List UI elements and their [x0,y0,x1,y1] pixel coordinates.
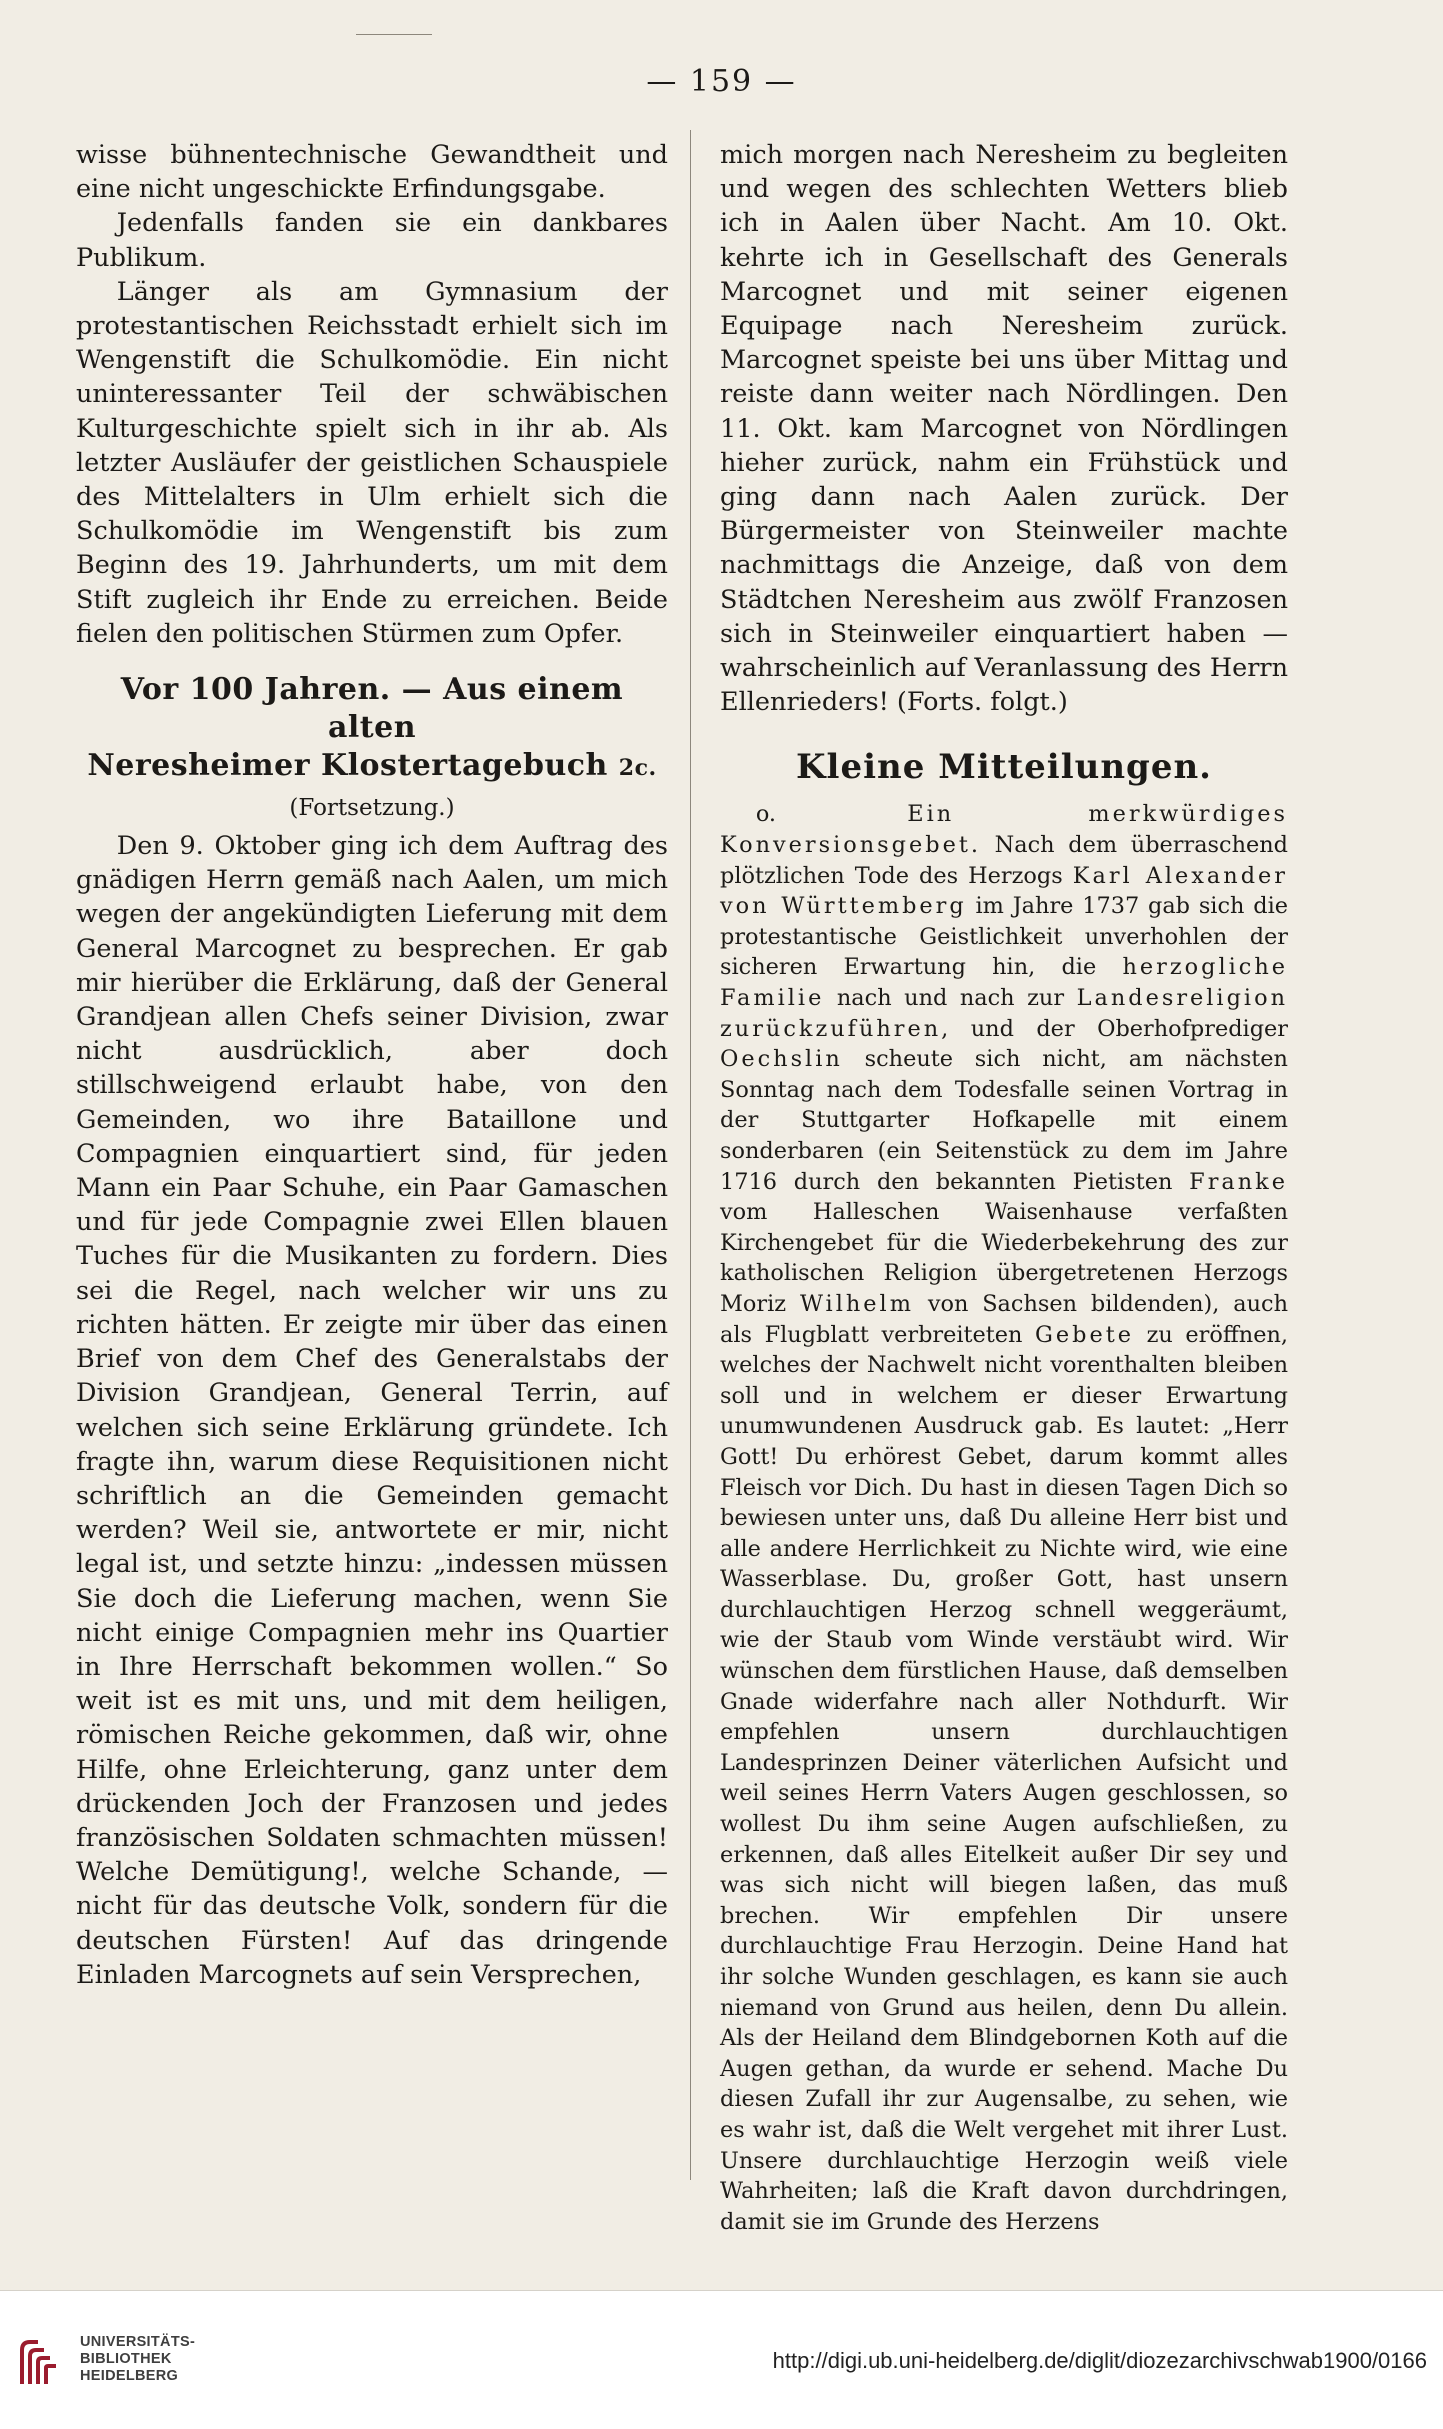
library-logo-icon [14,2334,74,2392]
right-column [720,138,1288,2237]
library-logo-text [80,2334,195,2385]
emphasized-name: Wilhelm [799,1290,914,1317]
logo-line: BIBLIOTHEK [80,2351,172,2367]
section-title: Kleine Mitteilungen. [795,747,1213,788]
top-rule [356,34,432,35]
article-heading-line: Vor 100 Jahren. — Aus einem alten [120,672,624,746]
item-title: Ein merkwürdiges Konversionsgebet. [720,801,1289,859]
text-run: zu eröffnen, welches der Nachwelt nicht vorenthalten bleiben soll und in welchem er dieser Erwartung unumwundenen Ausdruck gab. Es lautet: „Herr Gott! Du erhörest Gebet, darum kommt alles Fleisch vor Dich. Du hast in diesen Tagen Dich so bewiesen unter uns, daß Du alleine Herr bist und alle andere Herrlichkeit zu Nichte wird, wie eine Wasserblase. Du, großer Gott, hast unsern durchlauchtigen Herzog schnell weggeräumt, wie der Staub vom Winde verstäubt wird. Wir wünschen dem fürstlichen Hause, daß demselben Gnade widerfahre nach aller Nothdurft. Wir empfehlen unsern durchlauchtigen Landesprinzen Deiner väterlichen Aufsicht und weil seines Herrn Vaters Augen geschlossen, so wollest Du ihm seine Augen aufschließen, zu erkennen, daß alles Eitelkeit außer Dir sey und was sich nicht will biegen laßen, das muß brechen. Wir empfehlen Dir unsere durchlauchtige Frau Herzogin. Deine Hand hat ihr solche Wunden geschlagen, es kann sie auch niemand von Grund aus heilen, denn Du allein. Als der Heiland dem Blindgebornen Koth auf die Augen gethan, da wurde er sehend. Mache Du diesen Zufall ihr zur Augensalbe, zu sehen, wie es wahr ist, daß die Welt vergehet mit ihrer Lust. Unsere durchlauchtige Herzogin weiß viele Wahrheiten; laß die Kraft davon durchdringen, damit sie im Grunde des Herzens [720,1321,1288,2235]
text-run: , und der Oberhofprediger [941,1015,1288,1042]
article-heading-text: Neresheimer Klostertagebuch [87,748,608,784]
emphasized-name: Franke [1189,1168,1288,1195]
emphasized-name: Karl Alexander von Württemberg [720,862,1288,920]
text-run: im Jahre 1737 gab sich die protestantische Geistlichkeit unverhohlen der sicheren Erwartung hin, die [720,893,1288,981]
text-run: vom Halleschen Waisenhause verfaßten Kirchengebet für die Wiederbekehrung des zur katholischen Religion übergetretenen Herzogs Moriz [720,1199,1288,1317]
left-column [76,138,668,1992]
emphasized-name: herzogliche Familie [720,954,1288,1012]
text-run: scheute sich nicht, am nächsten Sonntag nach dem Todesfalle seinen Vortrag in der Stuttgarter Hofkapelle mit einem sonderbaren (ein Seitenstück zu dem im Jahre 1716 durch den bekannten Pietisten [720,1046,1288,1195]
article-heading-line [76,747,668,787]
source-url-link[interactable]: http://digi.ub.uni-heidelberg.de/diglit/diozezarchivschwab1900/0166 [772,2348,1427,2373]
paragraph: wisse bühnentechnische Gewandtheit und eine nicht ungeschickte Erfindungsgabe. [76,140,668,205]
text-run: von Sachsen bildenden), auch als Flugblatt verbreiteten [720,1290,1288,1348]
paragraph: Jedenfalls fanden sie ein dankbares Publikum. [76,208,668,273]
emphasized-name: Landesreligion zurückzuführen [720,985,1288,1042]
logo-line: HEIDELBERG [80,2368,179,2384]
article-heading-suffix: 2c. [618,755,657,782]
paragraph: Den 9. Oktober ging ich dem Auftrag des gnädigen Herrn gemäß nach Aalen, um mich wegen der angekündigten Lieferung mit dem General Marcognet zu besprechen. Er gab mir hierüber die Erklärung, daß der General Grandjean allen Chefs seiner Division, zwar nicht ausdrücklich, aber doch stillschweigend erlaubt habe, von den Gemeinden, wo ihre Bataillone und Compagnien einquartiert sind, für jeden Mann ein Paar Schuhe, ein Paar Gamaschen und für jede Compagnie zwei Ellen blauen Tuches für die Musikanten zu fordern. Dies sei die Regel, nach welcher wir uns zu richten hätten. Er zeigte mir über das einen Brief von dem Chef des Generalstabs der Division Grandjean, General Terrin, auf welchen sich seine Erklärung gründete. Ich fragte ihn, warum diese Requisitionen nicht schriftlich an die Gemeinden gemacht werden? Weil sie, antwortete er mir, nicht legal ist, und setzte hinzu: „indessen müssen Sie doch die Lieferung machen, wenn Sie nicht einige Compagnien mehr ins Quartier in Ihre Herrschaft bekommen wollen.“ So weit ist es mit uns, und mit dem heiligen, römischen Reiche gekommen, daß wir, ohne Hilfe, ohne Erleichterung, ganz unter dem drückenden Joch der Franzosen und jedes französischen Soldaten schmachten müssen! Welche Demütigung!, welche Schande, — nicht für das deutsche Volk, sondern für die deutschen Fürsten! Auf das dringende Einladen Marcognets auf sein Versprechen, [76,831,668,1990]
text-run: Nach dem überraschend plötzlichen Tode des Herzogs [720,832,1288,889]
article-heading [76,671,668,787]
news-item [720,799,1288,2237]
logo-line: UNIVERSITÄTS- [80,2334,196,2350]
emphasized-name: Oechslin [720,1046,843,1073]
column-divider [690,130,691,2180]
item-marker: o. [755,801,777,828]
emphasized-name: Gebete [1035,1321,1135,1348]
paragraph: mich morgen nach Neresheim zu begleiten und wegen des schlechten Wetters blieb ich in Aalen über Nacht. Am 10. Okt. kehrte ich in Gesellschaft des Generals Marcognet und mit seiner eigenen Equipage nach Neresheim zurück. Marcognet speiste bei uns über Mittag und reiste dann weiter nach Nördlingen. Den 11. Okt. kam Marcognet von Nördlingen hieher zurück, nahm ein Frühstück und ging dann nach Aalen zurück. Der Bürgermeister von Steinweiler machte nachmittags die Anzeige, daß von dem Städtchen Neresheim aus zwölf Franzosen sich in Steinweiler einquartiert haben — wahrscheinlich auf Veranlassung des Herrn Ellenrieders! (Forts. folgt.) [720,140,1288,718]
page-number: — 159 — [646,64,797,99]
text-run: nach und nach zur [836,985,1065,1012]
continuation-note: (Fortsetzung.) [289,795,455,822]
paragraph: Länger als am Gymnasium der protestantischen Reichsstadt erhielt sich im Wengenstift die Schulkomödie. Ein nicht uninteressanter Teil der schwäbischen Kulturgeschichte spielt sich in ihr ab. Als letzter Ausläufer der geistlichen Schauspiele des Mittelalters in Ulm erhielt sich die Schulkomödie im Wengenstift bis zum Beginn des 19. Jahrhunderts, um mit dem Stift zugleich ihr Ende zu erreichen. Beide fielen den politischen Stürmen zum Opfer. [76,276,668,649]
